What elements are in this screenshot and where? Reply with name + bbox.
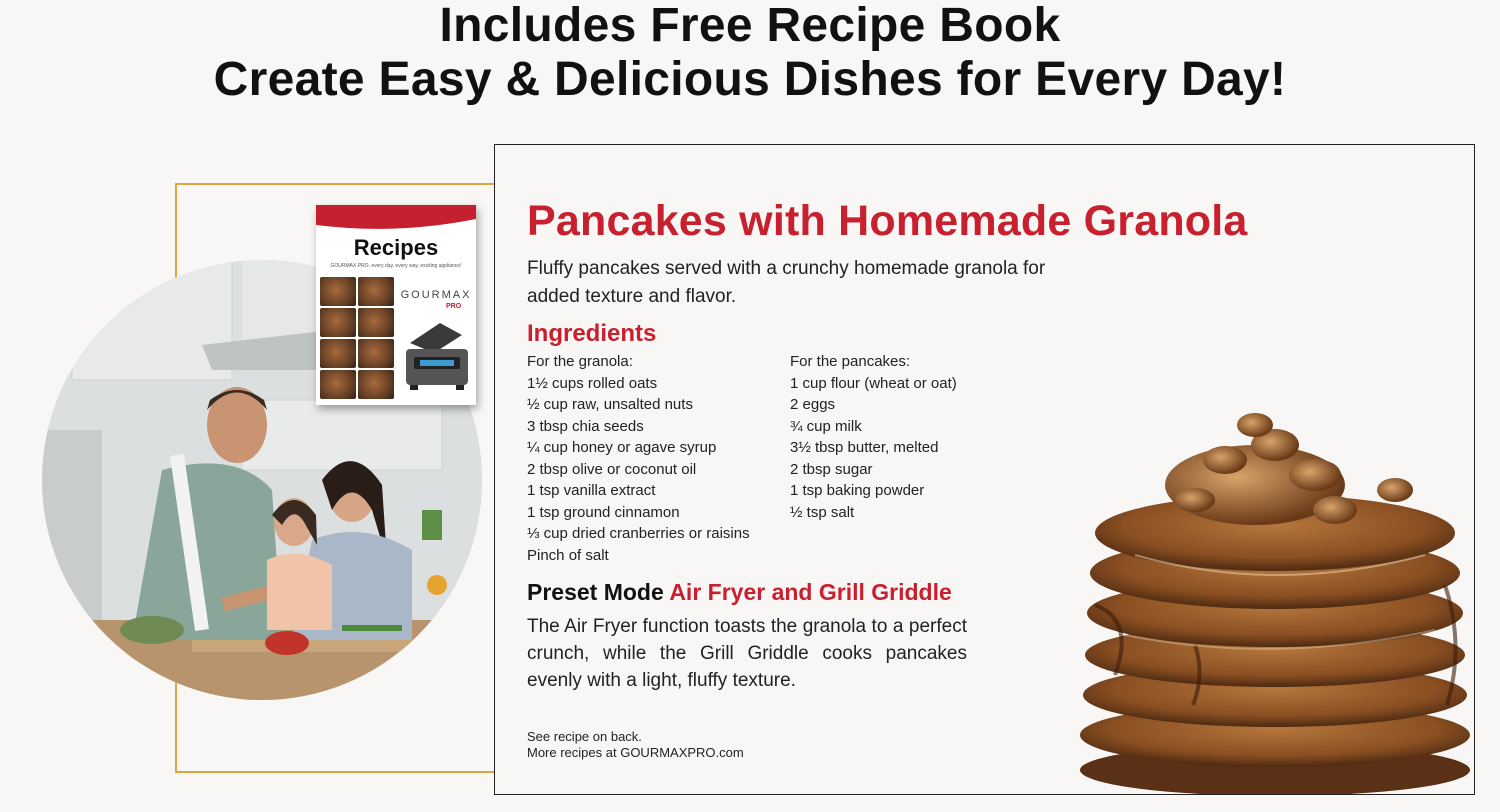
ingredient-item: 2 eggs xyxy=(790,396,836,413)
food-thumbnail xyxy=(320,370,356,399)
recipe-book-cover xyxy=(316,205,476,405)
ingredient-item: ½ cup raw, unsalted nuts xyxy=(527,396,693,413)
food-thumbnail xyxy=(320,277,356,306)
ingredient-item: For the granola: xyxy=(527,353,633,370)
preset-mode-value: Air Fryer and Grill Griddle xyxy=(669,579,952,605)
book-food-thumbnails xyxy=(320,277,396,401)
ingredients-heading: Ingredients xyxy=(527,320,657,347)
ingredient-item: 3½ tbsp butter, melted xyxy=(790,439,939,456)
footer-line-2: More recipes at GOURMAXPRO.com xyxy=(527,745,744,760)
ingredient-item: 1 tsp baking powder xyxy=(790,482,925,499)
pancake-stack-photo xyxy=(1075,405,1475,795)
ingredient-item: 1½ cups rolled oats xyxy=(527,374,658,392)
ingredient-item: 1 tsp vanilla extract xyxy=(527,482,656,499)
recipe-card xyxy=(494,144,1475,795)
recipe-title: Pancakes with Homemade Granola xyxy=(527,197,1248,245)
food-thumbnail xyxy=(358,308,394,337)
ingredient-item: 3 tbsp chia seeds xyxy=(527,417,644,435)
book-subtitle: GOURMAX PRO, every day, every way, exciting appliance! xyxy=(330,263,462,269)
book-cover-band xyxy=(316,205,476,235)
granola-ingredients-list xyxy=(527,351,777,566)
food-thumbnail xyxy=(320,308,356,337)
ingredient-item: ¾ cup milk xyxy=(790,417,862,435)
book-brand: GOURMAX xyxy=(400,289,472,301)
ingredient-item: ½ tsp salt xyxy=(790,503,855,521)
headline-line-2: Create Easy & Delicious Dishes for Every Day! xyxy=(213,53,1287,106)
recipe-intro: Fluffy pancakes served with a crunchy homemade granola for added texture and flavor. xyxy=(527,258,1046,307)
food-thumbnail xyxy=(358,277,394,306)
ingredient-item: 1 tsp ground cinnamon xyxy=(527,503,680,521)
pancake-ingredients-list xyxy=(790,351,1020,523)
food-thumbnail xyxy=(320,339,356,368)
ingredient-item: 2 tbsp olive or coconut oil xyxy=(527,460,697,478)
book-title: Recipes xyxy=(353,235,439,260)
ingredient-item: ¼ cup honey or agave syrup xyxy=(527,439,717,456)
ingredient-item: Pinch of salt xyxy=(527,546,609,564)
food-thumbnail xyxy=(358,370,394,399)
preset-description: The Air Fryer function toasts the granola to a perfect crunch, while the Grill Griddle cooks pancakes evenly with a light, fluffy texture. xyxy=(527,616,967,691)
appliance-icon xyxy=(400,313,472,393)
ingredient-item: For the pancakes: xyxy=(790,353,911,370)
food-thumbnail xyxy=(358,339,394,368)
preset-mode xyxy=(527,579,952,606)
footer-line-1: See recipe on back. xyxy=(527,729,642,744)
ingredient-item: 2 tbsp sugar xyxy=(790,460,873,478)
book-brand-pro: PRO xyxy=(446,303,462,310)
headline-line-1: Includes Free Recipe Book xyxy=(439,0,1061,52)
ingredient-item: ⅓ cup dried cranberries or raisins xyxy=(527,525,750,542)
recipe-footer xyxy=(527,729,744,761)
ingredient-item: 1 cup flour (wheat or oat) xyxy=(790,374,957,392)
preset-mode-label: Preset Mode xyxy=(527,579,664,605)
